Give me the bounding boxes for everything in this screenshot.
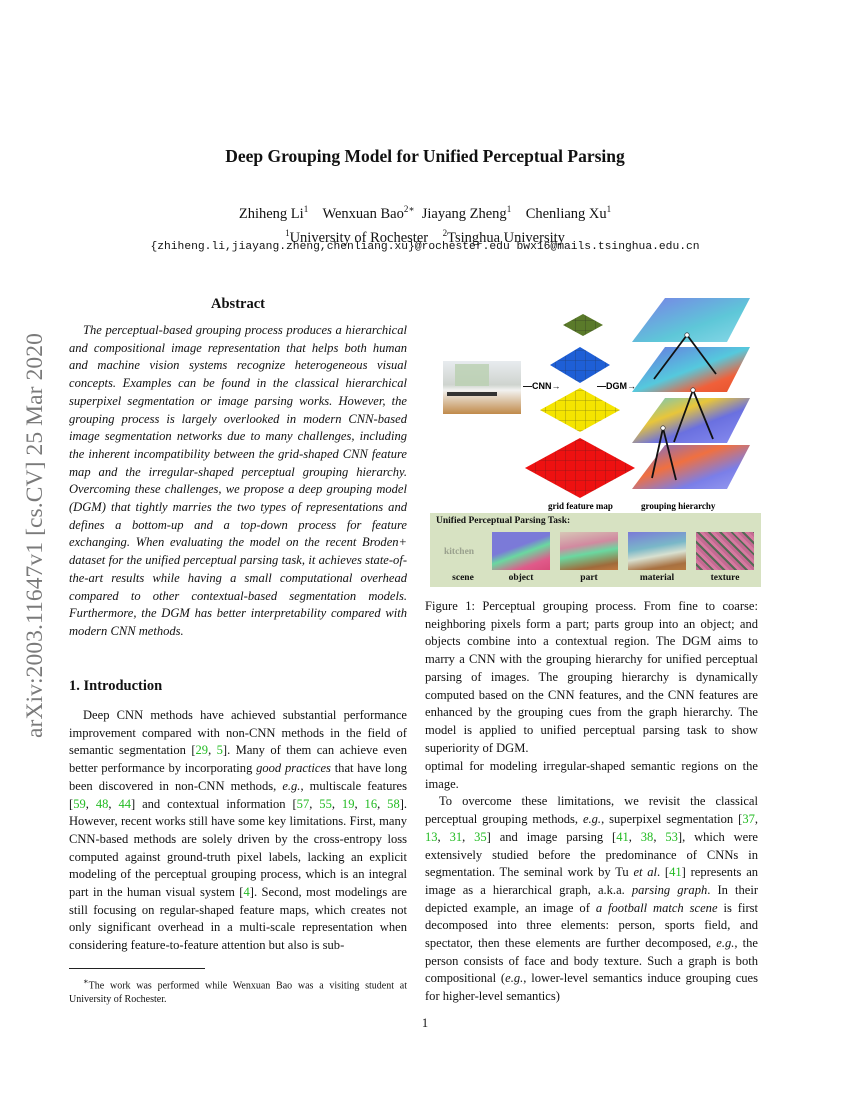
citation-link[interactable]: 55 xyxy=(319,796,332,811)
task-label-part: part xyxy=(580,573,598,583)
citation-link[interactable]: 19 xyxy=(341,796,355,811)
scene-prediction: kitchen xyxy=(444,547,475,557)
emphasis-text: e.g. xyxy=(505,971,524,986)
task-label-texture: texture xyxy=(710,573,740,583)
paper-title: Deep Grouping Model for Unified Perceptual Parsing xyxy=(225,146,625,166)
intro-paragraph-continued: optimal for modeling irregular-shaped semantic regions on the image. xyxy=(425,759,758,791)
object-segmentation-thumbnail xyxy=(492,532,550,570)
abstract-body xyxy=(69,322,407,641)
emphasis-text: e.g. xyxy=(282,778,301,793)
task-label-material: material xyxy=(639,573,675,583)
grid-feature-map-label: grid feature map xyxy=(548,501,613,511)
affiliation-name: University of Rochester xyxy=(289,229,429,246)
figure-1-caption xyxy=(425,598,758,757)
figure-1-diagram xyxy=(425,290,765,515)
emphasis-text: a football match scene xyxy=(595,900,718,915)
citation-link[interactable]: 59 xyxy=(73,796,86,811)
citation-link[interactable]: 29 xyxy=(195,743,209,758)
task-label-scene: scene xyxy=(452,573,474,583)
arxiv-stamp: arXiv:2003.11647v1 [cs.CV] 25 Mar 2020 xyxy=(22,333,48,738)
citation-link[interactable]: 16 xyxy=(364,796,378,811)
emphasis-text: e.g. xyxy=(716,936,735,951)
affiliation-sup: 2 xyxy=(442,227,448,238)
citation-link[interactable]: 5 xyxy=(216,743,223,758)
unified-parsing-task-panel xyxy=(430,513,761,587)
texture-segmentation-thumbnail xyxy=(696,532,754,570)
author-emails: {zhiheng.li,jiayang.zheng,chenliang.xu}@rochester.edu bwx16@mails.tsinghua.edu.cn xyxy=(150,241,700,253)
emphasis-text: e.g. xyxy=(582,812,602,827)
task-label-object: object xyxy=(508,573,534,583)
abstract-text: The perceptual-based grouping process produces a hierarchical and compositional image representation that helps both human and machine vision systems recognize heterogeneous visual concepts. Examples can be found in the classical hierarchical superpixel segmentation or image parsing works. However, the grouping process is largely overlooked in modern CNN-based image segmentation networks due to many challenges, including the inherent incompatibility between the grid-shaped CNN feature map and the irregular-shaped perceptual grouping hierarchy. Overcoming these challenges, we propose a deep grouping model (DGM) that tightly marries the two types of representations and defines a bottom-up and a top-down process for feature exchanging. When evaluating the model on the recent Broden+ dataset for the unified perceptual parsing task, it achieves state-of-the-art results while having a small computational overhead compared to other contextual-based segmentation models. Furthermore, the DGM has better interpretability compared with modern CNN methods. xyxy=(69,323,407,638)
author-sup: 1 xyxy=(606,204,612,214)
author-list xyxy=(0,200,850,224)
grouping-hierarchy-label: grouping hierarchy xyxy=(641,501,716,511)
footnote-mark: ∗ xyxy=(83,977,89,986)
author-name: Wenxuan Bao xyxy=(322,205,404,222)
affiliation-name: Tsinghua University xyxy=(447,229,565,246)
intro-right-column xyxy=(425,758,758,1006)
citation-link[interactable]: 37 xyxy=(742,812,755,827)
footnote-text: The work was performed while Wenxuan Bao was a visiting student at University of Rochester. xyxy=(69,980,407,1006)
hierarchy-level-3 xyxy=(632,347,750,392)
hierarchy-level-2 xyxy=(632,398,750,443)
footnote xyxy=(69,975,407,1007)
author-sup: 2∗ xyxy=(403,204,415,214)
citation-link[interactable]: 41 xyxy=(669,865,682,880)
material-segmentation-thumbnail xyxy=(628,532,686,570)
citation-link[interactable]: 44 xyxy=(118,796,131,811)
grid-feature-map-stack xyxy=(525,314,635,498)
citation-link[interactable]: 57 xyxy=(296,796,310,811)
grouping-hierarchy-stack xyxy=(632,298,750,489)
citation-link[interactable]: 58 xyxy=(387,796,400,811)
citation-link[interactable]: 31 xyxy=(449,829,463,844)
caption-text: Figure 1: Perceptual grouping process. From fine to coarse: neighboring pixels form a part; parts group into an object; and objects combine into a contextual region. The DGM aims to marry a CNN with the grouping hierarchy for unified perceptual parsing of images. The grouping hierarchy is dynamically computed based on the CNN features, and the CNN features are enhanced by the grouping cues from the graph hierarchy. The model is applied to unified perceptual parsing task to show superiority of DGM. xyxy=(425,599,758,755)
author-name: Chenliang Xu xyxy=(525,205,607,222)
emphasis-text: et al xyxy=(633,865,658,880)
figure-1 xyxy=(425,290,765,590)
hierarchy-level-4 xyxy=(632,298,750,342)
footnote-rule xyxy=(69,968,205,969)
cnn-arrow-label: —CNN→ xyxy=(523,381,561,391)
hierarchy-level-1 xyxy=(632,445,750,489)
intro-paragraph: To overcome these limitations, we revisit the classical perceptual grouping methods, e.g., superpixel segmentation [37, 13, 31, 35] and image parsing [41, 38, 53], which were extensively studied before the predominance of CNNs in segmentation. The seminal work by Tu et al. [41] represents an image as a hierarchical graph, a.k.a. parsing graph. In their depicted example, an image of a football match scene is first decomposed into three elements: person, sports field, and spectator, then these elements are further decomposed, e.g., the person consists of face and body texture. Such a graph is both compositional (e.g., lower-level semantics induce grouping cues for higher-level semantics) xyxy=(425,794,759,1004)
page-number: 1 xyxy=(421,1016,429,1030)
section-heading-introduction: 1. Introduction xyxy=(69,678,163,694)
author-sup: 1 xyxy=(303,204,309,214)
intro-left-column xyxy=(69,707,407,955)
citation-link[interactable]: 38 xyxy=(640,829,654,844)
citation-link[interactable]: 41 xyxy=(616,829,629,844)
intro-paragraph: Deep CNN methods have achieved substantial performance improvement compared with non-CNN methods in the field of semantic segmentation [29, 5]. Many of them can achieve even better performance by incorporating good practices that have long been discovered in non-CNN methods, e.g., multiscale features [59, 48, 44] and contextual information [57, 55, 19, 16, 58]. However, recent works still have some key limitations. First, many CNN-based methods are solely driven by the cross-entropy loss computed against ground-truth pixel labels, lacking an explicit modeling of the perceptual grouping process, which is an integral part in the human visual system [4]. Second, most modelings are still focusing on regular-shaped feature maps, which creates not only significant overhead in a multi-scale representation when considering feature-to-feature attention but also is sub- xyxy=(69,708,408,953)
dgm-arrow-label: —DGM→ xyxy=(597,381,636,391)
author-sup: 1 xyxy=(506,204,512,214)
affiliation-sup: 1 xyxy=(285,227,290,238)
emphasis-text: parsing graph xyxy=(631,882,708,897)
citation-link[interactable]: 13 xyxy=(425,829,438,844)
citation-link[interactable]: 48 xyxy=(95,796,109,811)
citation-link[interactable]: 53 xyxy=(665,829,678,844)
author-name: Jiayang Zheng xyxy=(421,205,507,222)
part-segmentation-thumbnail xyxy=(560,532,618,570)
emphasis-text: good practices xyxy=(256,761,331,776)
abstract-heading: Abstract xyxy=(211,296,265,312)
citation-link[interactable]: 35 xyxy=(474,829,487,844)
author-name: Zhiheng Li xyxy=(238,205,304,222)
citation-link[interactable]: 4 xyxy=(243,885,250,900)
task-panel-title: Unified Perceptual Parsing Task: xyxy=(436,516,571,526)
